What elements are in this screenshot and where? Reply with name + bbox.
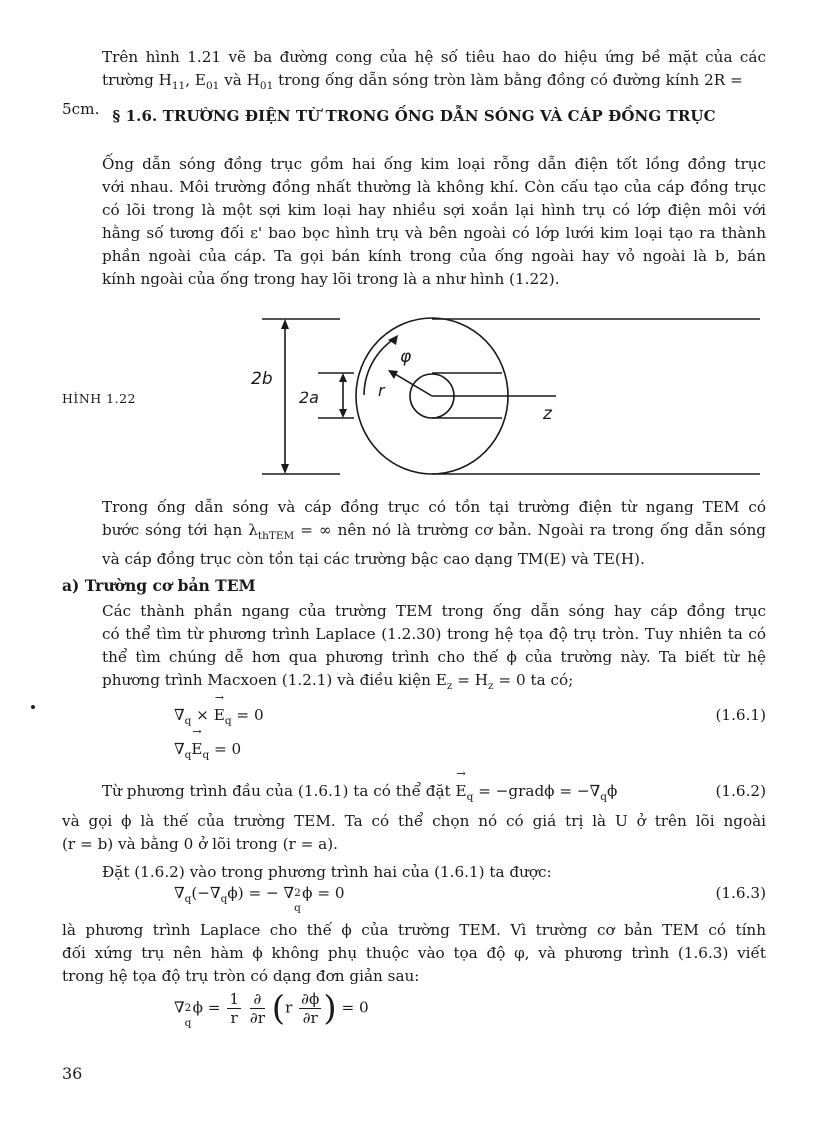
text-line: và gọi ϕ là thế của trường TEM. Ta có thể chọn nó có giá trị là U ở trên lõi ngoài [62, 812, 766, 830]
paragraph-substitute [62, 861, 766, 884]
equation-1-6-1a: $\nabla_q$ × → $E_q = 0$ (1.6.1) [62, 706, 766, 730]
text-line: đối xứng trụ nên hàm ϕ không phụ thuộc vào tọa độ φ, và phương trình (1.6.3) viết [62, 944, 766, 962]
label-2b: 2b [251, 369, 273, 389]
text-line: phần ngoài của cáp. Ta gọi bán kính trong của ống ngoài hay vỏ ngoài là b, bán [102, 247, 766, 265]
text-line: với nhau. Môi trường đồng nhất thường là không khí. Còn cấu tạo của cáp đồng trục [102, 178, 766, 196]
intro-line-2: trường $H_{11}$, $E_{01}$ và $H_{01}$ trong ống dẫn sóng tròn làm bằng đồng có đường kính 2R = 5cm. [62, 71, 743, 118]
equation-1-6-3: $\nabla_q(-\nabla_q\phi)$ = − ∇ 2 q ϕ = 0 (1.6.3) [174, 884, 766, 914]
paragraph-tem-intro [62, 496, 766, 571]
label-2a: 2a [299, 388, 319, 407]
fraction-partial-r: $\frac{\partial}{\partial r}$ [249, 990, 265, 1027]
paragraph-potential [62, 810, 766, 856]
dim-2b-arrow-down [281, 464, 289, 474]
dim-2b-arrow-up [281, 319, 289, 329]
intro-line-1: Trên hình 1.21 vẽ ba đường cong của hệ số tiêu hao do hiệu ứng bề mặt của các [102, 48, 766, 66]
text-line: Đặt (1.6.2) vào trong phương trình hai của (1.6.1) ta được: [102, 863, 552, 881]
equation-laplacian-cylindrical: ∇ 2 q ϕ = $\frac{1}{r}$ $\frac{\partial}{\partial r}$ (r $\frac{\partial\phi}{\partial r}$ ) = 0 [174, 988, 369, 1029]
text-line: Trong ống dẫn sóng và cáp đồng trục có tồn tại trường điện từ ngang TEM có [102, 498, 766, 516]
dim-2a-arrow-up [339, 373, 347, 382]
subsection-heading: a) Trường cơ bản TEM [62, 576, 256, 595]
vector-e: → $E_q$ [214, 706, 232, 727]
paragraph-symmetry [62, 919, 766, 988]
text-line: hằng số tương đối ε' bao bọc hình trụ và bên ngoài có lớp lưới kim loại tạo ra thành [102, 224, 766, 242]
text-line: trong hệ tọa độ trụ tròn có dạng đơn giản sau: [62, 967, 420, 985]
vector-e: → $E_q$ [455, 782, 473, 803]
text-line: (r = b) và bằng 0 ở lõi trong (r = a). [62, 835, 338, 853]
paragraph-laplace [62, 600, 766, 698]
page-number: 36 [62, 1064, 83, 1083]
text-line: có thể tìm từ phương trình Laplace (1.2.30) trong hệ tọa độ trụ tròn. Tuy nhiên ta có [102, 625, 766, 643]
equation-1-6-1b: $\nabla_q\to E_q = 0$ [62, 740, 766, 764]
fraction-dphi-dr: $\frac{\partial\phi}{\partial r}$ [301, 990, 320, 1027]
phi-arrowhead [388, 335, 398, 345]
text-line: thể tìm chúng dễ hơn qua phương trình cho thế ϕ của trường này. Ta biết từ hệ [102, 648, 766, 666]
label-phi: φ [400, 347, 412, 367]
label-z: z [543, 404, 552, 424]
text-line: kính ngoài của ống trong hay lõi trong là a như hình (1.22). [102, 270, 560, 288]
equation-number: (1.6.1) [715, 706, 766, 724]
equation-number: (1.6.3) [715, 884, 766, 902]
text-line: phương trình Macxoen (1.2.1) và điều kiện $E_z = H_z = 0$ ta có; [102, 671, 574, 692]
equation-1-6-2-line: Từ phương trình đầu của (1.6.1) ta có thể đặt → $E_q$ = −gradϕ = $-\nabla_q\phi$ (1.6.2) [62, 782, 766, 806]
label-r: r [378, 381, 385, 400]
fraction-one-over-r: $\frac{1}{r}$ [229, 990, 240, 1027]
equation-number: (1.6.2) [715, 782, 766, 800]
figure-caption: HÌNH 1.22 [62, 391, 136, 406]
text-line: có lõi trong là một sợi kim loại hay nhiều sợi xoắn lại hình trụ có lớp điện môi với [102, 201, 766, 219]
text-line: Ống dẫn sóng đồng trục gồm hai ống kim loại rỗng dẫn điện tốt lồng đồng trục [102, 155, 766, 173]
text-line: là phương trình Laplace cho thế ϕ của trường TEM. Vì trường cơ bản TEM có tính [62, 921, 766, 939]
margin-dot [31, 705, 35, 709]
dim-2a-arrow-down [339, 409, 347, 418]
section-heading: § 1.6. TRƯỜNG ĐIỆN TỪ TRONG ỐNG DẪN SÓNG VÀ CÁP ĐỒNG TRỤC [112, 107, 716, 125]
vector-e: → $E_q$ [191, 740, 209, 761]
text-line: và cáp đồng trục còn tồn tại các trường bậc cao dạng TM(E) và TE(H). [102, 550, 645, 568]
text-line: Các thành phần ngang của trường TEM trong ống dẫn sóng hay cáp đồng trục [102, 602, 766, 620]
text-line: bước sóng tới hạn $\lambda_{thTEM}$ = ∞ nên nó là trường cơ bản. Ngoài ra trong ống dẫn sóng [102, 521, 766, 542]
